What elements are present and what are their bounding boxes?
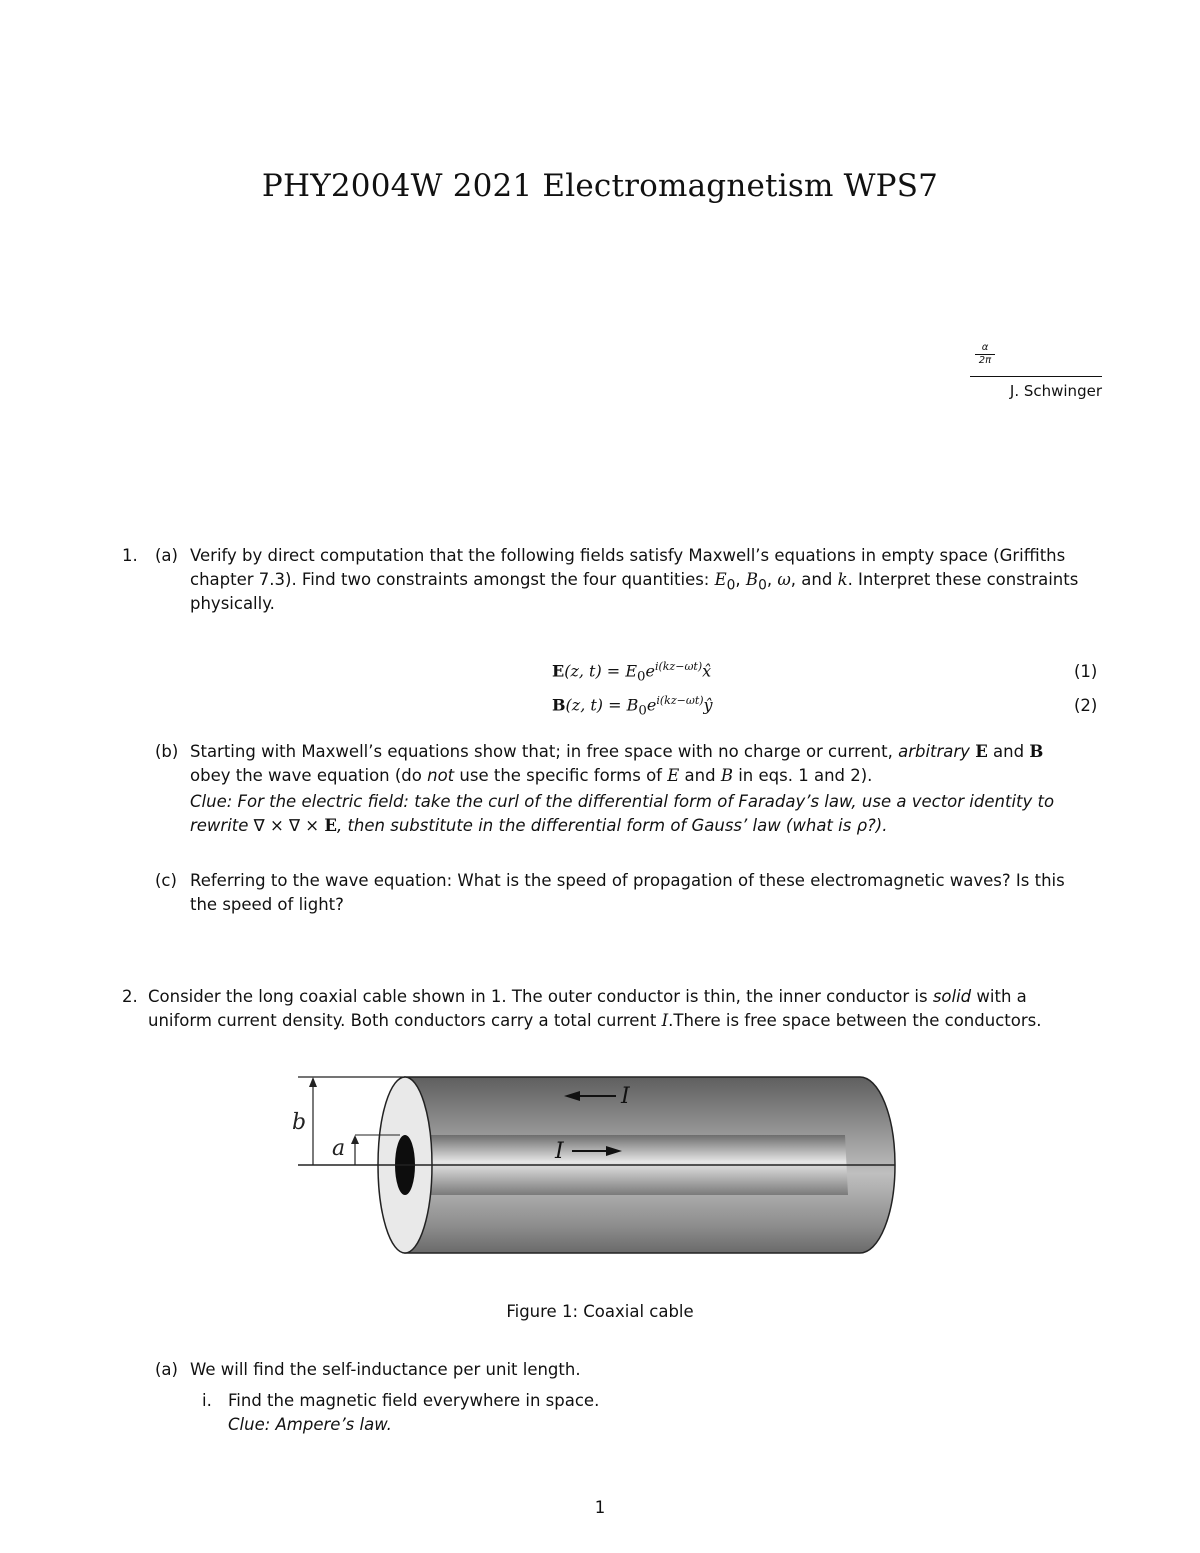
label-current-inner: I (555, 1139, 564, 1164)
equation-2: B(z, $t) = B_0e^{i(kz-\omega t)}ŷ$ (552, 694, 713, 719)
document-title: PHY2004W 2021 Electromagnetism WPS7 (261, 168, 939, 204)
label-b: b (292, 1110, 307, 1135)
q2-line1: Consider the long coaxial cable shown in 1. The outer conductor is thin, the inner conductor is solid with a (148, 987, 1027, 1006)
label-a: a (332, 1136, 346, 1161)
q2ai-text: Find the magnetic field everywhere in space. (228, 1391, 600, 1410)
q1b-line1: Starting with Maxwell’s equations show that; in free space with no charge or current, arbitrary E and B (190, 742, 1044, 761)
page-number: 1 (594, 1498, 606, 1517)
q1b-clue-line1: Clue: For the electric field: take the curl of the differential form of Faraday’s law, use a vector identity to (190, 792, 1055, 811)
q1a-line3: physically. (190, 594, 275, 613)
epigraph-author: J. Schwinger (1009, 382, 1102, 400)
q1b-clue-line2: rewrite ∇ × ∇ × E, then substitute in the differential form of Gauss’ law (what is ρ?). (190, 816, 888, 835)
label-current-outer: I (621, 1084, 630, 1109)
coaxial-cable-figure (280, 1065, 920, 1265)
equation-1: E(z, $t) = E_0e^{i(kz-\omega t)}x̂$ (552, 660, 712, 685)
q1b-label: (b) (155, 742, 179, 761)
equation-1-number: (1) (1074, 662, 1098, 681)
q1c-line1: Referring to the wave equation: What is the speed of propagation of these electromagnetic waves? Is this (190, 871, 1065, 890)
q1a-line1: Verify by direct computation that the following fields satisfy Maxwell’s equations in empty space (Griffiths (190, 546, 1066, 565)
b-arrowhead (309, 1077, 317, 1087)
a-arrowhead (351, 1135, 359, 1144)
q1c-line2: the speed of light? (190, 895, 344, 914)
q2-number: 2. (122, 987, 138, 1006)
q2a-text: We will find the self-inductance per unit length. (190, 1360, 581, 1379)
q2ai-clue: Clue: Ampere’s law. (228, 1415, 392, 1434)
q1a-label: (a) (155, 546, 178, 565)
epigraph-fraction (975, 343, 995, 366)
q2a-label: (a) (155, 1360, 178, 1379)
epigraph-rule (970, 376, 1102, 377)
q1b-line2: obey the wave equation (do not use the specific forms of E and B in eqs. 1 and 2). (190, 766, 873, 785)
equation-2-number: (2) (1074, 696, 1098, 715)
q1c-label: (c) (155, 871, 177, 890)
q1-number: 1. (122, 546, 138, 565)
epigraph-numerator: α (981, 342, 989, 353)
figure-caption: Figure 1: Coaxial cable (506, 1302, 694, 1321)
q1a-line2: chapter 7.3). Find two constraints amongst the four quantities: $E_0$, $B_0$, ω, and k. Interpret these constraints (190, 570, 1079, 594)
epigraph-denominator: 2π (978, 355, 992, 366)
q2-line2: uniform current density. Both conductors carry a total current I.There is free space between the conductors. (148, 1011, 1042, 1030)
q2ai-label: i. (202, 1391, 212, 1410)
